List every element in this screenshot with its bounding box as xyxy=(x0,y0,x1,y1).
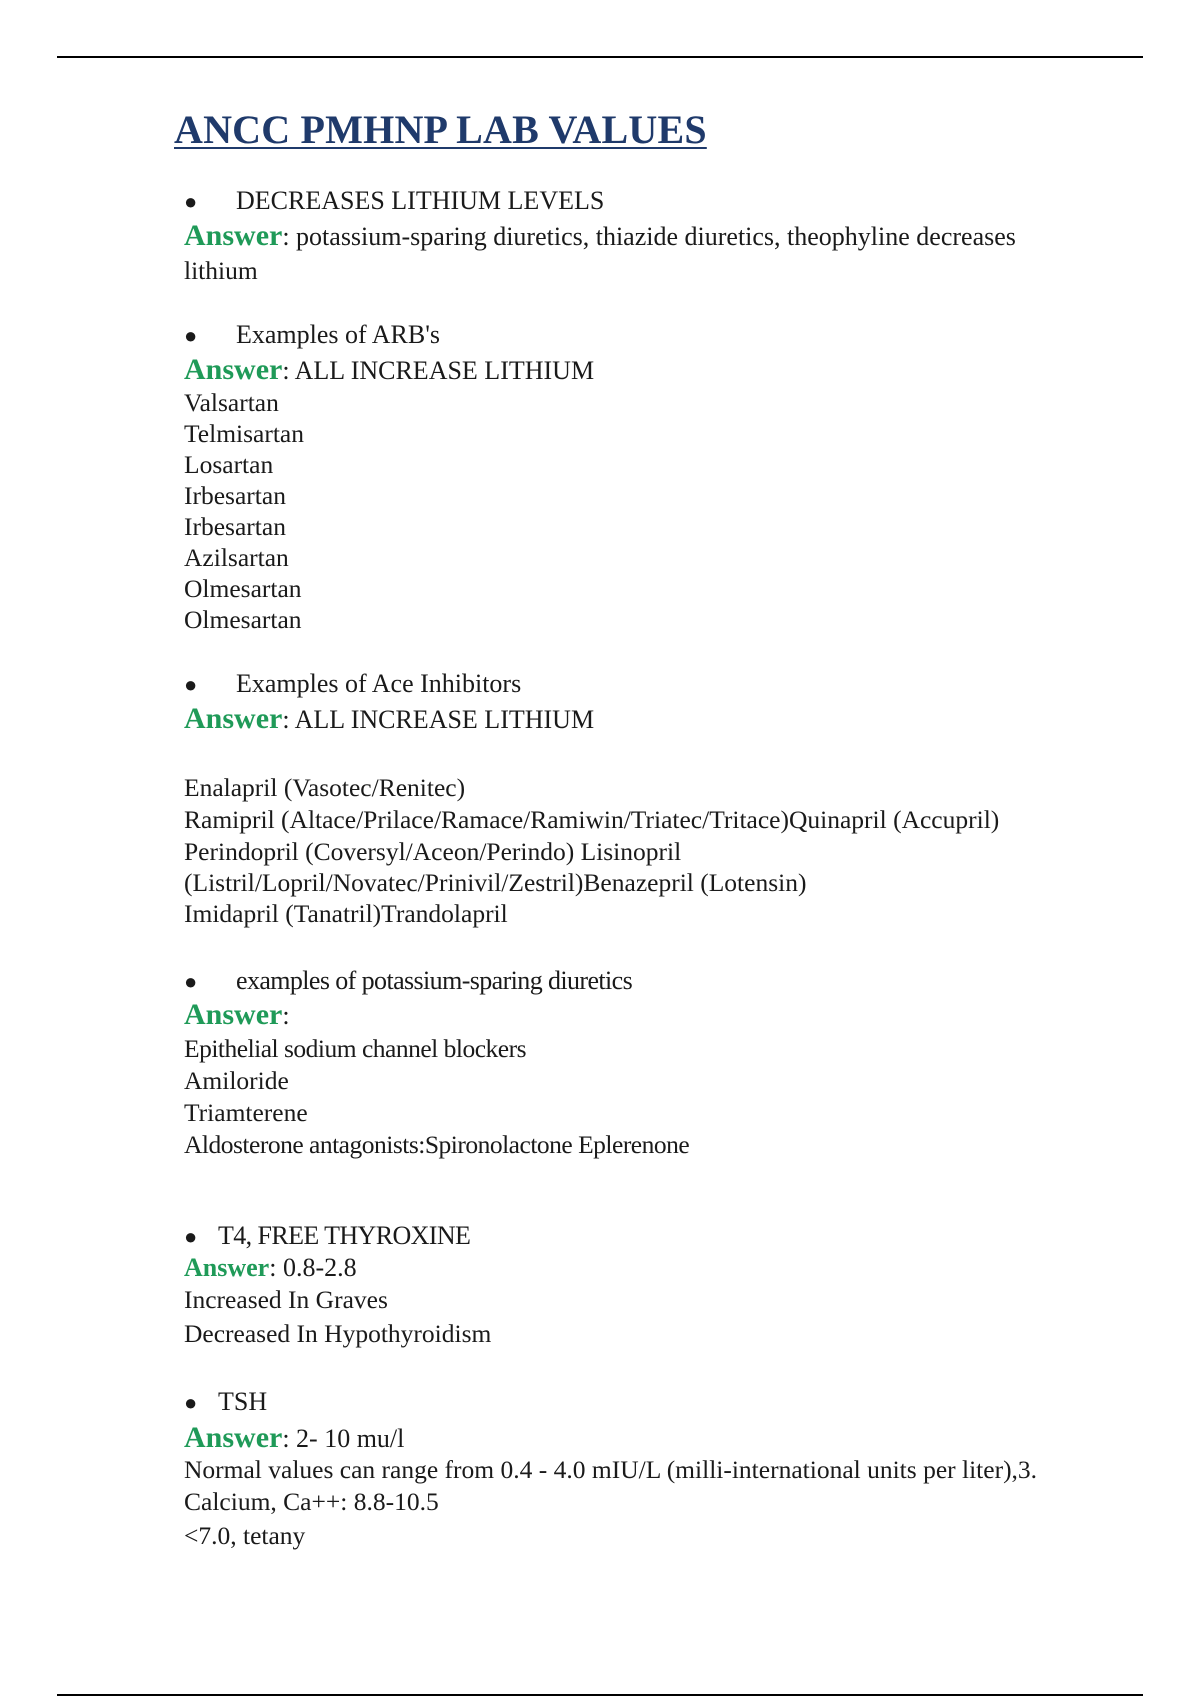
answer-line: Answer: potassium-sparing diuretics, thiazide diuretics, theophyline decreases xyxy=(184,219,1016,252)
question-heading: ● T4, FREE THYROXINE xyxy=(184,1221,471,1250)
answer-detail: Losartan xyxy=(184,450,274,479)
question-heading: ● Examples of Ace Inhibitors xyxy=(184,669,522,698)
header-rule xyxy=(57,56,1143,58)
answer-detail: Ramipril (Altace/Prilace/Ramace/Ramiwin/Triatec/Tritace)Quinapril (Accupril) xyxy=(184,805,1000,834)
answer-label: Answer xyxy=(184,998,283,1031)
answer-label: Answer xyxy=(184,1421,283,1454)
answer-detail: Perindopril (Coversyl/Aceon/Perindo) Lisinopril xyxy=(184,837,682,866)
answer-detail: Amiloride xyxy=(184,1066,289,1095)
bullet-icon: ● xyxy=(184,1224,197,1249)
answer-detail: (Listril/Lopril/Novatec/Prinivil/Zestril)Benazepril (Lotensin) xyxy=(184,868,807,897)
answer-detail: Telmisartan xyxy=(184,419,305,448)
document-title: ANCC PMHNP LAB VALUES xyxy=(174,107,707,152)
answer-line: Answer: ALL INCREASE LITHIUM xyxy=(184,702,595,735)
answer-detail: Enalapril (Vasotec/Renitec) xyxy=(184,773,466,802)
answer-label: Answer xyxy=(184,1253,270,1282)
answer-detail: <7.0, tetany xyxy=(184,1521,306,1550)
answer-detail: Olmesartan xyxy=(184,574,302,603)
answer-detail: Triamterene xyxy=(184,1098,308,1127)
answer-detail: Calcium, Ca++: 8.8-10.5 xyxy=(184,1487,439,1516)
bullet-icon: ● xyxy=(184,323,198,348)
answer-detail: Azilsartan xyxy=(184,543,289,572)
answer-detail: Decreased In Hypothyroidism xyxy=(184,1319,492,1348)
footer-rule xyxy=(57,1694,1143,1696)
answer-detail: Epithelial sodium channel blockers xyxy=(184,1034,527,1063)
question-heading: ● Examples of ARB's xyxy=(184,320,441,349)
answer-detail: Imidapril (Tanatril)Trandolapril xyxy=(184,899,508,928)
answer-detail: Olmesartan xyxy=(184,605,302,634)
answer-label: Answer xyxy=(184,219,283,252)
answer-line: Answer: 2- 10 mu/l xyxy=(184,1421,405,1454)
answer-detail: Increased In Graves xyxy=(184,1285,388,1314)
answer-label: Answer xyxy=(184,702,283,735)
question-heading: ● TSH xyxy=(184,1387,268,1416)
question-heading: ● examples of potassium-sparing diuretics xyxy=(184,966,633,995)
answer-detail: Irbesartan xyxy=(184,512,286,541)
bullet-icon: ● xyxy=(184,189,198,214)
answer-line: Answer: ALL INCREASE LITHIUM xyxy=(184,353,595,386)
answer-detail: Aldosterone antagonists:Spironolactone Eplerenone xyxy=(184,1130,690,1159)
answer-detail: Irbesartan xyxy=(184,481,286,510)
answer-label: Answer xyxy=(184,353,283,386)
bullet-icon: ● xyxy=(184,1390,198,1415)
question-heading: ● DECREASES LITHIUM LEVELS xyxy=(184,186,605,215)
bullet-icon: ● xyxy=(184,672,198,697)
answer-detail: lithium xyxy=(184,256,258,285)
answer-detail: Valsartan xyxy=(184,388,279,417)
bullet-icon: ● xyxy=(184,969,197,994)
answer-line: Answer: xyxy=(184,998,290,1031)
answer-detail: Normal values can range from 0.4 - 4.0 mIU/L (milli-international units per liter),3. xyxy=(184,1455,1038,1484)
answer-line: Answer: 0.8-2.8 xyxy=(184,1253,357,1282)
